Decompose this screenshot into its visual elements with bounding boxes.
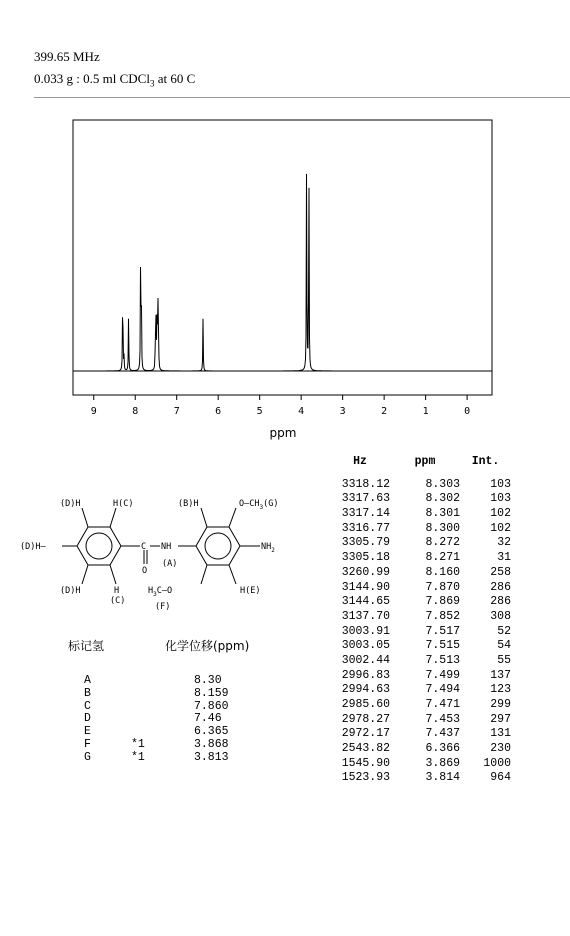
assignment-shift: 3.813 [194, 750, 229, 764]
table-row [330, 610, 511, 625]
x-tick-label: 7 [173, 406, 180, 417]
label-c-bottom: (C) [110, 596, 126, 606]
int-cell: 297 [490, 712, 511, 726]
int-cell: 131 [490, 727, 511, 741]
int-cell: 32 [497, 536, 511, 550]
hz-cell: 3137.70 [341, 609, 390, 623]
peak-table-header [330, 455, 511, 470]
assignment-label: G [84, 750, 91, 764]
int-cell: 103 [490, 492, 511, 506]
assignment-shift: 7.46 [194, 712, 222, 726]
table-row [330, 492, 511, 507]
assignment-shift: 6.365 [194, 725, 229, 739]
int-header: Int. [471, 455, 500, 468]
x-tick-label: 1 [422, 406, 429, 417]
hz-cell: 1545.90 [341, 756, 390, 770]
int-cell: 54 [497, 639, 511, 653]
int-cell: 964 [490, 771, 511, 785]
x-tick-label: 4 [298, 406, 305, 417]
label-d-left: (D)H— [20, 542, 46, 552]
spectrometer-frequency: 399.65 MHz [34, 49, 100, 64]
label-f: (F) [155, 602, 171, 612]
hz-cell: 3317.14 [341, 507, 390, 521]
hz-cell: 3305.18 [341, 551, 390, 565]
label-g [239, 499, 278, 511]
ppm-cell: 3.869 [425, 756, 460, 770]
hz-cell: 3144.65 [341, 595, 390, 609]
sample-suffix: at 60 C [154, 71, 196, 86]
label-g-suffix: (G) [263, 499, 279, 509]
int-cell: 137 [490, 668, 511, 682]
int-cell: 52 [497, 624, 511, 638]
table-row [330, 507, 511, 522]
hz-cell: 2985.60 [341, 698, 390, 711]
assignment-label: C [84, 699, 91, 713]
ppm-cell: 7.471 [425, 698, 460, 711]
hz-cell: 3003.91 [341, 624, 390, 638]
hz-cell: 3316.77 [341, 521, 390, 535]
ppm-cell: 8.300 [425, 521, 460, 535]
x-tick-label: 3 [339, 406, 346, 417]
label-nh2-subscript: 2 [271, 547, 275, 554]
label-g-text: O—CH [239, 499, 260, 509]
int-cell: 31 [497, 551, 511, 565]
label-f-subscript: 3 [153, 591, 157, 598]
label-c-top: H(C) [113, 499, 134, 509]
hz-cell: 2543.82 [341, 742, 390, 756]
peak-table [330, 455, 511, 786]
hz-cell: 1523.93 [341, 771, 390, 785]
ppm-cell: 7.499 [425, 668, 460, 682]
x-tick-label: 5 [256, 406, 263, 417]
int-cell: 286 [490, 595, 511, 609]
hz-cell: 3260.99 [341, 565, 390, 579]
table-row [330, 478, 511, 493]
x-tick-label: 8 [132, 406, 139, 417]
assignment-label: F [84, 737, 91, 751]
assignment-label: E [84, 725, 91, 739]
table-row [330, 654, 511, 669]
ppm-cell: 3.814 [425, 771, 460, 785]
assignment-note: *1 [131, 750, 145, 764]
ppm-cell: 7.453 [425, 712, 460, 726]
hz-cell: 3305.79 [341, 536, 390, 550]
int-cell: 286 [490, 580, 511, 594]
left-ring-aromatic-circle [86, 533, 112, 559]
assignment-shift: 3.868 [194, 737, 229, 751]
sample-prefix: 0.033 g : 0.5 ml CDCl [34, 71, 150, 86]
int-cell: 102 [490, 507, 511, 521]
assignment-label: B [84, 686, 91, 700]
int-cell: 102 [490, 521, 511, 535]
int-cell: 258 [490, 565, 511, 579]
hz-cell: 3002.44 [341, 653, 390, 667]
assignment-label: D [84, 712, 91, 726]
ppm-cell: 7.869 [425, 595, 460, 609]
ppm-cell: 7.852 [425, 609, 460, 623]
label-d-bottom: (D)H [60, 586, 81, 596]
x-tick-label: 0 [464, 406, 471, 417]
table-row [330, 625, 511, 640]
sample-subscript: 3 [149, 78, 155, 89]
peak-table-body [330, 478, 511, 786]
x-axis-label: ppm [269, 426, 297, 440]
ppm-cell: 7.515 [425, 639, 460, 653]
hz-cell: 2996.83 [341, 668, 390, 682]
table-row [330, 713, 511, 728]
table-row [330, 595, 511, 610]
table-row [330, 683, 511, 698]
int-cell: 308 [490, 609, 511, 623]
int-cell: 123 [490, 683, 511, 697]
table-row [330, 669, 511, 684]
right-ring-aromatic-circle [205, 533, 231, 559]
table-row [330, 771, 511, 786]
assignment-note: *1 [131, 737, 145, 751]
hz-cell: 3318.12 [341, 477, 390, 491]
table-row [330, 551, 511, 566]
label-f-h: H [148, 586, 154, 596]
ppm-cell: 8.272 [425, 536, 460, 550]
hz-cell: 3317.63 [341, 492, 390, 506]
hz-header: Hz [353, 455, 367, 468]
ppm-cell: 7.870 [425, 580, 460, 594]
int-cell: 55 [497, 653, 511, 667]
hz-cell: 3144.90 [341, 580, 390, 594]
table-row [330, 742, 511, 757]
label-f-suffix: C—O [156, 586, 173, 596]
assignment-label: A [84, 674, 91, 687]
label-nh2-text: NH [261, 542, 272, 552]
hz-cell: 2978.27 [341, 712, 390, 726]
ppm-cell: 7.513 [425, 653, 460, 667]
molecular-structure [0, 0, 330, 620]
table-row [330, 522, 511, 537]
label-d-top: (D)H [60, 499, 81, 509]
ppm-cell: 7.437 [425, 727, 460, 741]
x-tick-label: 2 [381, 406, 388, 417]
table-row [330, 536, 511, 551]
hz-cell: 2994.63 [341, 683, 390, 697]
assignment-shift-header: 化学位移(ppm) [165, 639, 250, 653]
table-row [330, 698, 511, 713]
label-b: (B)H [178, 499, 199, 509]
ppm-cell: 8.302 [425, 492, 460, 506]
table-row [330, 639, 511, 654]
ppm-cell: 6.366 [425, 742, 460, 756]
int-cell: 230 [490, 742, 511, 756]
label-nh: NH [161, 542, 172, 552]
label-g-subscript: 3 [259, 504, 264, 511]
int-cell: 103 [490, 477, 511, 491]
hz-cell: 2972.17 [341, 727, 390, 741]
ppm-cell: 7.494 [425, 683, 460, 697]
table-row [330, 566, 511, 581]
table-row [330, 581, 511, 596]
assignment-shift: 8.159 [194, 686, 229, 700]
assignment-shift: 7.860 [194, 699, 229, 713]
int-cell: 299 [490, 698, 511, 711]
hz-cell: 3003.05 [341, 639, 390, 653]
table-row [330, 757, 511, 772]
int-cell: 1000 [483, 756, 511, 770]
ppm-cell: 7.517 [425, 624, 460, 638]
table-row [330, 727, 511, 742]
label-c-bottom-h: H [114, 586, 120, 596]
x-tick-label: 9 [90, 406, 97, 417]
assignment-shift: 8.30 [194, 674, 222, 687]
carbonyl-oxygen: O [142, 566, 148, 576]
label-nh2 [261, 542, 275, 554]
label-methoxy-f [148, 586, 172, 598]
ppm-header: ppm [414, 455, 436, 468]
label-a: (A) [162, 559, 178, 569]
ppm-cell: 8.301 [425, 507, 460, 521]
ppm-cell: 8.303 [425, 477, 460, 491]
carbonyl-carbon: C [141, 542, 147, 552]
label-e: H(E) [240, 586, 261, 596]
x-tick-label: 6 [215, 406, 222, 417]
ppm-cell: 8.271 [425, 551, 460, 565]
assignment-label-header: 标记氢 [68, 639, 105, 653]
ppm-cell: 8.160 [425, 565, 460, 579]
